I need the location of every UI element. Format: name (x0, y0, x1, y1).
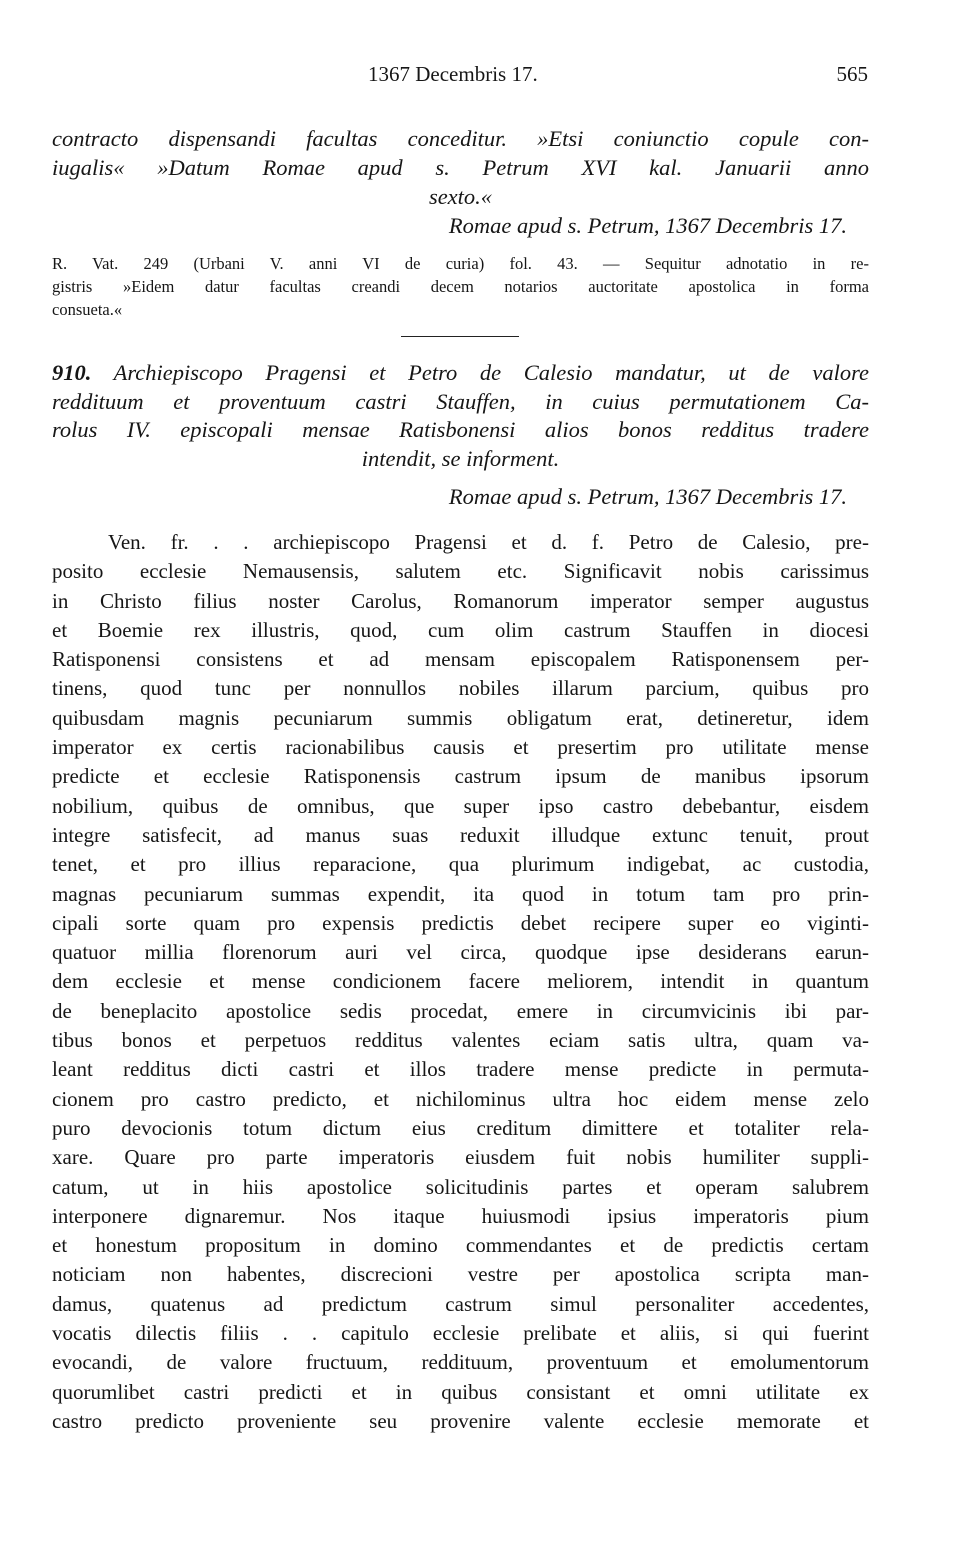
text-line: catum, ut in hiis apostolice solicitudinis partes et operam salubrem (52, 1174, 869, 1199)
heading-line: reddituum et proventuum castri Stauffen, in cuius permutationem Ca- (52, 388, 869, 414)
text-line: magnas pecuniarum summas expendit, ita quod in totum tam pro prin- (52, 881, 869, 906)
text-line: tinens, quod tunc per nonnullos nobiles illarum parcium, quibus pro (52, 676, 869, 701)
text-line: damus, quatenus ad predictum castrum simul personaliter accedentes, (52, 1291, 869, 1316)
text-line: leant redditus dicti castri et illos tradere mense predicte in permuta- (52, 1057, 869, 1082)
text-line: dem ecclesie et mense condicionem facere meliorem, intendit in quantum (52, 969, 869, 994)
text-line: vocatis dilectis filiis . . capitulo ecclesie prelibate et aliis, si qui fuerint (52, 1321, 869, 1346)
heading-line: 910. Archiepiscopo Pragensi et Petro de Calesio mandatur, ut de valore (52, 360, 869, 385)
text-line: tenet, et pro illius reparacione, qua plurimum indigebat, ac custodia, (52, 852, 869, 877)
text-line: Ven. fr. . . archiepiscopo Pragensi et d. f. Petro de Calesio, pre- (108, 530, 869, 554)
text-line: cionem pro castro predicto, et nichilominus ultra hoc eidem mense zelo (52, 1086, 869, 1111)
text-line: castro predicto proveniente seu provenire valente ecclesie memorate et (52, 1408, 869, 1433)
heading-line: intendit, se informent. (361, 445, 560, 471)
running-title: 1367 Decembris 17. (368, 62, 538, 86)
source-note (52, 252, 869, 321)
note-line: R. Vat. 249 (Urbani V. anni VI de curia) fol. 43. — Sequitur adnotatio in re- (52, 254, 869, 273)
text-line: predicte et ecclesie Ratisponensis castrum ipsum de manibus ipsorum (52, 764, 869, 789)
text-line: Ratisponensi consistens et ad mensam episcopalem Ratisponensem per- (52, 647, 869, 672)
date-line: Romae apud s. Petrum, 1367 Decembris 17. (448, 213, 847, 238)
letter-body (52, 528, 869, 1436)
text-line: contracto dispensandi facultas conceditur. »Etsi coniunctio copule con- (52, 126, 869, 151)
text-line: de beneplacito apostolice sedis procedat, emere in circumvicinis ibi par- (52, 998, 869, 1023)
text-line: tibus bonos et perpetuos redditus valentes eciam satis ultra, quam va- (52, 1028, 869, 1053)
text-line: et Boemie rex illustris, quod, cum olim castrum Stauffen in diocesi (52, 617, 869, 642)
section-divider (401, 336, 519, 337)
note-line: consueta.« (52, 300, 123, 319)
text-line: cipali sorte quam pro expensis predictis debet recipere super eo viginti- (52, 910, 869, 935)
text-line: evocandi, de valore fructuum, reddituum, proventuum et emolumentorum (52, 1350, 869, 1375)
text-line: et honestum propositum in domino commendantes et de predictis certam (52, 1233, 869, 1258)
text-line: interponere dignaremur. Nos itaque huiusmodi ipsius imperatoris pium (52, 1203, 869, 1228)
text-line: quorumlibet castri predicti et in quibus consistant et omni utilitate ex (52, 1379, 869, 1404)
text-line: sexto.« (428, 184, 493, 209)
text-line: quatuor millia florenorum auri vel circa, quodque ipse desiderans earun- (52, 940, 869, 965)
entry-heading (52, 359, 869, 473)
previous-entry-ending (52, 124, 869, 240)
heading-line: rolus IV. episcopali mensae Ratisbonensi alios bonos redditus tradere (52, 417, 869, 442)
text-line: xare. Quare pro parte imperatoris eiusdem fuit nobis humiliter suppli- (52, 1145, 869, 1170)
page-body (52, 124, 869, 1436)
text-line: puro devocionis totum dictum eius creditum dimittere et totaliter rela- (52, 1115, 869, 1140)
page-number: 565 (836, 62, 868, 86)
text-line: nobilium, quibus de omnibus, que super ipso castro debebantur, eisdem (52, 793, 869, 818)
date-line: Romae apud s. Petrum, 1367 Decembris 17. (448, 484, 847, 509)
note-line: gistris »Eidem datur facultas creandi decem notarios auctoritate apostolica in forma (52, 277, 869, 296)
text-line: integre satisfecit, ad manus suas reduxit illudque extunc tenuit, prout (52, 822, 869, 847)
text-line: posito ecclesie Nemausensis, salutem etc. Significavit nobis carissimus (52, 559, 869, 584)
entry-number: 910. (52, 360, 92, 385)
text-line: quibusdam magnis pecuniarum summis obligatum erat, detineretur, idem (52, 705, 869, 730)
text-line: imperator ex certis racionabilibus causis et presertim pro utilitate mense (52, 735, 869, 760)
running-head (0, 62, 960, 90)
text-line: in Christo filius noster Carolus, Romanorum imperator semper augustus (52, 588, 869, 613)
text-line: iugalis« »Datum Romae apud s. Petrum XVI kal. Januarii anno (52, 155, 869, 180)
text-line: noticiam non habentes, discrecioni vestre per apostolica scripta man- (52, 1262, 869, 1287)
